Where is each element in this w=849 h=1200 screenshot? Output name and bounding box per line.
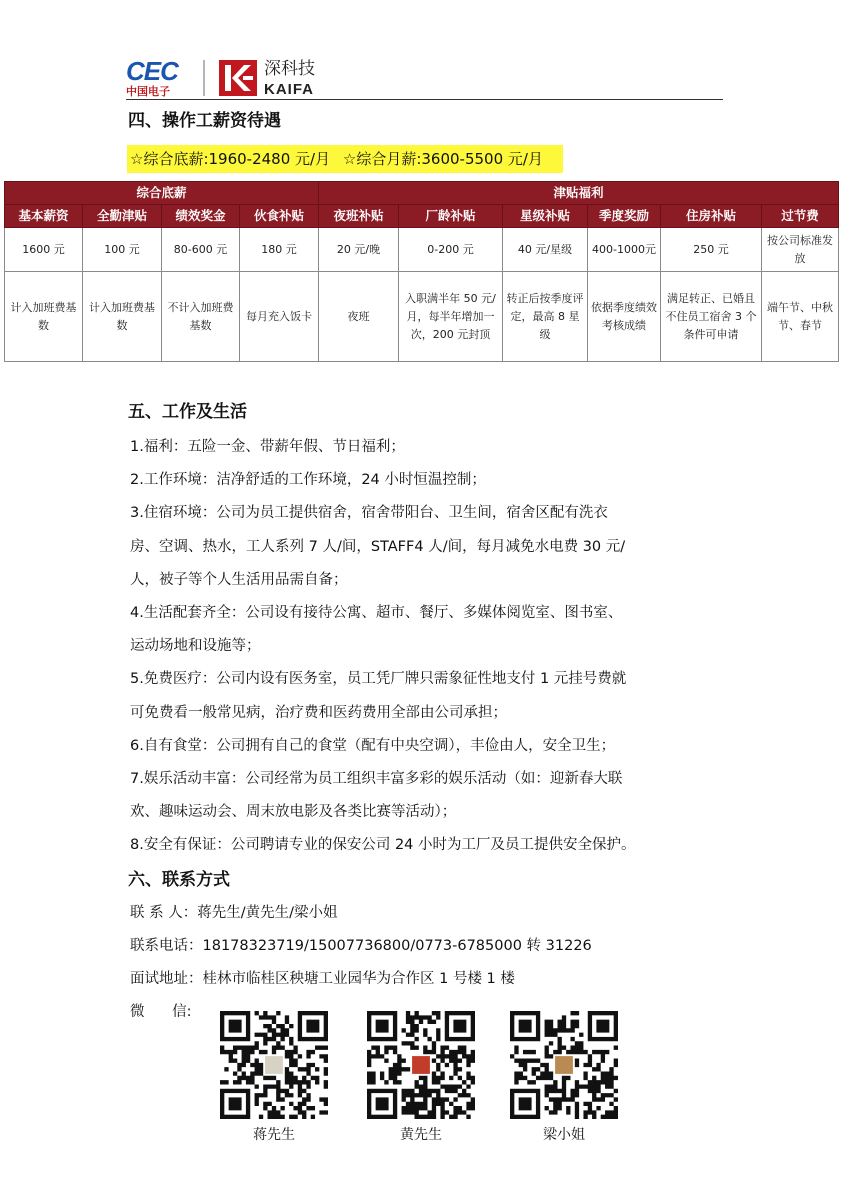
benefit-line: 3.住宿环境：公司为员工提供宿舍，宿舍带阳台、卫生间，宿舍区配有洗衣 (130, 505, 608, 521)
table-cell: 端午节、中秋节、春节 (762, 272, 839, 362)
qr-caption: 黄先生 (400, 1127, 442, 1143)
benefit-line: 欢、趣味运动会、周末放电影及各类比赛等活动）； (130, 804, 457, 820)
section6-title: 六、联系方式 (128, 870, 230, 890)
column-header: 星级补贴 (503, 205, 588, 228)
wechat-label: 微 信: (130, 1004, 192, 1020)
cec-logo-subtitle: 中国电子 (126, 85, 170, 98)
qr-finder-center (229, 1020, 242, 1033)
group-header-base-pay: 综合底薪 (5, 182, 319, 205)
qr-code-icon (366, 1011, 476, 1119)
qr-finder-center (519, 1097, 532, 1110)
contact-person: 联 系 人：蒋先生/黄先生/梁小姐 (130, 905, 338, 921)
salary-table (4, 181, 839, 362)
qr-avatar-icon (554, 1055, 573, 1074)
qr-finder-center (306, 1020, 319, 1033)
contact-phone: 联系电话：18178323719/15007736800/0773-6785000 转 31226 (130, 938, 592, 954)
qr-finder-center (229, 1097, 242, 1110)
logo-divider (203, 60, 205, 96)
table-row-notes (5, 272, 839, 362)
benefit-line: 5.免费医疗：公司内设有医务室，员工凭厂牌只需象征性地支付 1 元挂号费就 (130, 671, 627, 687)
table-cell: 80-600 元 (162, 228, 240, 272)
column-header: 基本薪资 (5, 205, 83, 228)
qr-finder-center (376, 1020, 389, 1033)
table-cell: 计入加班费基数 (83, 272, 162, 362)
header-divider (126, 99, 723, 100)
column-header: 夜班补贴 (319, 205, 399, 228)
table-cell: 250 元 (661, 228, 762, 272)
cec-logo (126, 58, 188, 98)
qr-avatar-icon (411, 1055, 430, 1074)
kaifa-logo-icon (219, 60, 257, 96)
benefit-line: 人，被子等个人生活用品需自备； (130, 572, 348, 588)
benefit-line: 1.福利：五险一金、带薪年假、节日福利； (130, 439, 405, 455)
column-header: 厂龄补贴 (399, 205, 503, 228)
benefit-line: 可免费看一般常见病，治疗费和医药费用全部由公司承担； (130, 705, 507, 721)
column-header: 过节费 (762, 205, 839, 228)
benefit-line: 房、空调、热水，工人系列 7 人/间，STAFF4 人/间，每月减免水电费 30 元/ (130, 539, 626, 555)
qr-code-huang[interactable] (366, 1011, 476, 1119)
pay-summary (130, 149, 551, 169)
qr-finder-center (453, 1020, 466, 1033)
kaifa-logo-name: 深科技 (264, 59, 315, 79)
qr-code-liang[interactable] (509, 1011, 619, 1119)
column-header: 季度奖励 (588, 205, 661, 228)
table-cell: 按公司标准发放 (762, 228, 839, 272)
table-cell: 0-200 元 (399, 228, 503, 272)
qr-code-icon (509, 1011, 619, 1119)
monthly-pay-summary: ☆综合月薪:3600-5500 元/月 (342, 150, 543, 168)
column-header: 全勤津贴 (83, 205, 162, 228)
table-cell: 每月充入饭卡 (240, 272, 319, 362)
table-cell: 依据季度绩效考核成绩 (588, 272, 661, 362)
benefit-line: 7.娱乐活动丰富：公司经常为员工组织丰富多彩的娱乐活动（如：迎新春大联 (130, 771, 623, 787)
qr-code-icon (219, 1011, 329, 1119)
table-cell: 夜班 (319, 272, 399, 362)
qr-caption: 梁小姐 (543, 1127, 585, 1143)
cec-logo-mark: CEC (126, 56, 178, 86)
column-header: 住房补贴 (661, 205, 762, 228)
qr-finder-center (596, 1020, 609, 1033)
table-cell: 100 元 (83, 228, 162, 272)
section4-title: 四、操作工薪资待遇 (128, 111, 281, 131)
qr-code-jiang[interactable] (219, 1011, 329, 1119)
kaifa-logo-english: KAIFA (264, 81, 314, 98)
group-header-allowances: 津贴福利 (319, 182, 839, 205)
table-cell: 180 元 (240, 228, 319, 272)
column-header: 绩效奖金 (162, 205, 240, 228)
table-cell: 不计入加班费基数 (162, 272, 240, 362)
qr-finder-center (519, 1020, 532, 1033)
table-cell: 20 元/晚 (319, 228, 399, 272)
benefit-line: 8.安全有保证：公司聘请专业的保安公司 24 小时为工厂及员工提供安全保护。 (130, 837, 636, 853)
qr-caption: 蒋先生 (253, 1127, 295, 1143)
table-cell: 满足转正、已婚且不住员工宿舍 3 个条件可申请 (661, 272, 762, 362)
table-cell: 40 元/星级 (503, 228, 588, 272)
base-pay-summary: ☆综合底薪:1960-2480 元/月 (130, 150, 331, 168)
table-cell: 入职满半年 50 元/月，每半年增加一次，200 元封顶 (399, 272, 503, 362)
table-cell: 转正后按季度评定，最高 8 星级 (503, 272, 588, 362)
benefit-line: 运动场地和设施等； (130, 638, 261, 654)
table-cell: 计入加班费基数 (5, 272, 83, 362)
table-cell: 400-1000元 (588, 228, 661, 272)
table-cell: 1600 元 (5, 228, 83, 272)
section5-title: 五、工作及生活 (128, 402, 247, 422)
qr-avatar-icon (264, 1055, 283, 1074)
interview-address: 面试地址：桂林市临桂区秧塘工业园华为合作区 1 号楼 1 楼 (130, 971, 515, 987)
benefit-line: 6.自有食堂：公司拥有自己的食堂（配有中央空调），丰俭由人，安全卫生； (130, 738, 616, 754)
benefit-line: 2.工作环境：洁净舒适的工作环境，24 小时恒温控制； (130, 472, 486, 488)
column-header: 伙食补贴 (240, 205, 319, 228)
qr-finder-center (376, 1097, 389, 1110)
table-row-values (5, 228, 839, 272)
benefit-line: 4.生活配套齐全：公司设有接待公寓、超市、餐厅、多媒体阅览室、图书室、 (130, 605, 623, 621)
